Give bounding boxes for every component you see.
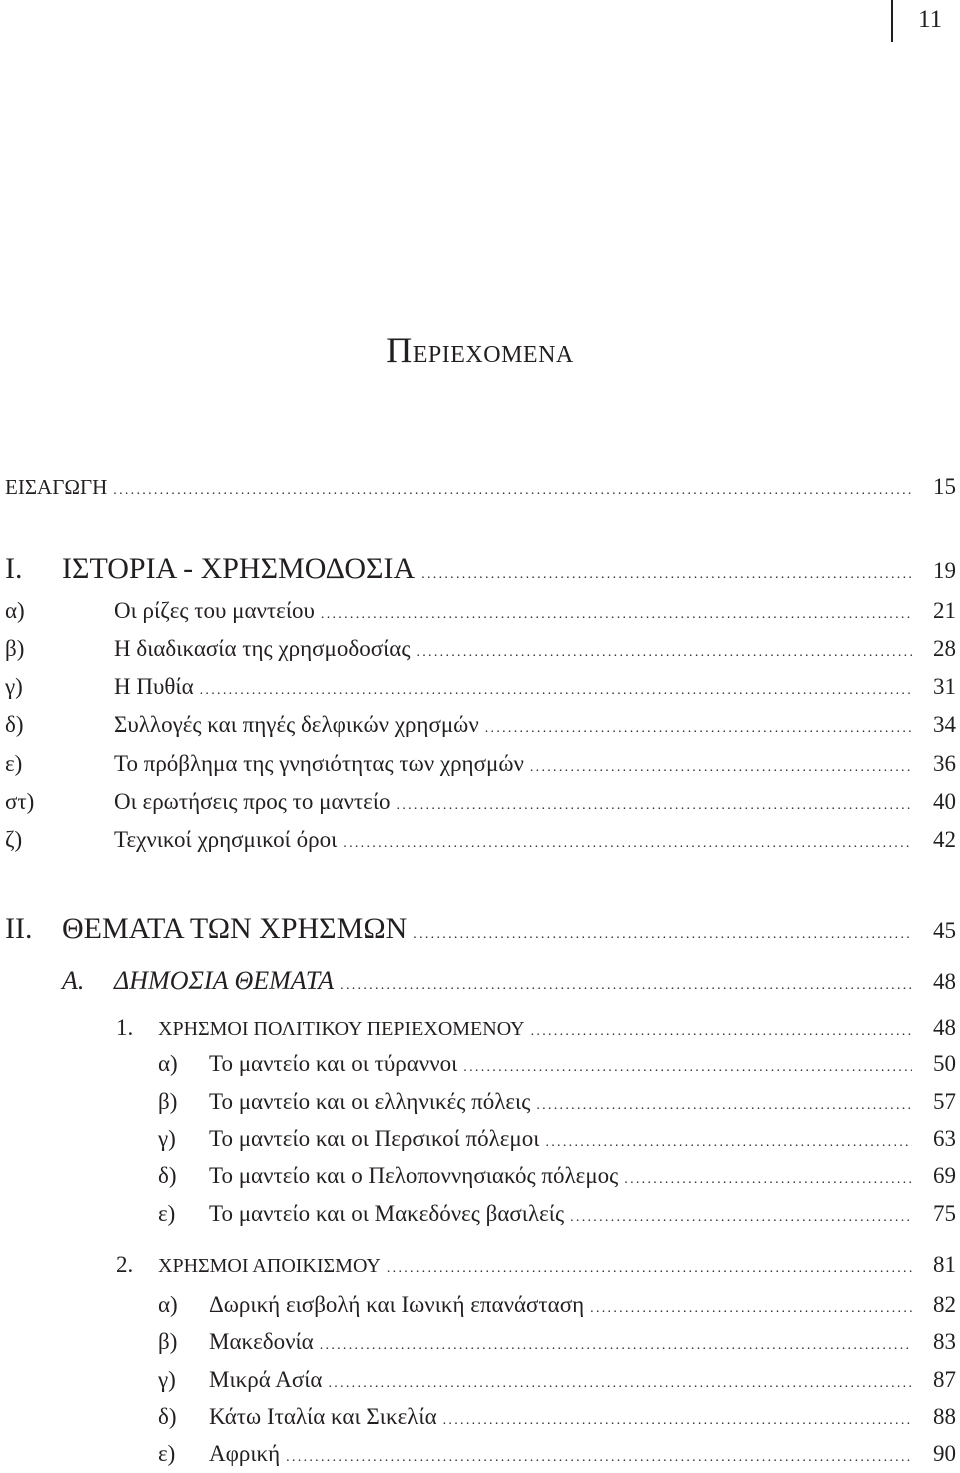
toc-page-number: 75	[933, 1201, 956, 1226]
toc-entry-text: Μικρά Ασία	[209, 1367, 323, 1392]
toc-entry-text: ΧΡΗΣΜΟΙ ΑΠΟΙΚΙΣΜΟΥ	[158, 1255, 381, 1277]
toc-entry-label: στ)	[5, 789, 35, 814]
dot-leader	[421, 560, 912, 590]
toc-entry-text: Οι ερωτήσεις προς το μαντείο	[114, 789, 391, 814]
toc-entry-text: Το μαντείο και οι Μακεδόνες βασιλείς	[209, 1201, 565, 1226]
toc-entry-label: α)	[158, 1292, 178, 1317]
toc-entry[interactable]	[0, 1124, 960, 1158]
toc-page-number: 45	[933, 918, 956, 943]
header-rule	[891, 0, 893, 42]
dot-leader	[624, 1165, 912, 1195]
toc-page-number: 81	[933, 1252, 956, 1277]
toc-entry-text: Το μαντείο και ο Πελοποννησιακός πόλεμος	[209, 1163, 619, 1188]
toc-entry-text: Δωρική εισβολή και Ιωνική επανάσταση	[209, 1292, 585, 1317]
toc-page-number: 50	[933, 1051, 956, 1076]
toc-entry-label: II.	[5, 912, 33, 945]
dot-leader	[531, 1017, 912, 1047]
toc-page-number: 40	[933, 789, 956, 814]
toc-part-heading[interactable]	[0, 914, 960, 950]
toc-page-number: 19	[933, 558, 956, 583]
toc-entry-label: ε)	[158, 1441, 176, 1466]
toc-entry[interactable]	[0, 596, 960, 630]
toc-entry[interactable]	[0, 672, 960, 706]
dot-leader	[343, 829, 912, 859]
toc-entry-text: Η διαδικασία της χρησμοδοσίας	[114, 636, 411, 661]
toc-entry-text: ΘΕΜΑΤΑ ΤΩΝ ΧΡΗΣΜΩΝ	[62, 912, 408, 945]
dot-leader	[545, 1128, 912, 1158]
toc-entry-text: ΕΙΣΑΓΩΓΗ	[5, 475, 108, 499]
toc-entry-introduction[interactable]	[0, 472, 960, 506]
toc-entry-label: δ)	[5, 712, 24, 737]
toc-entry[interactable]	[0, 1365, 960, 1399]
toc-entry-text: Το πρόβλημα της γνησιότητας των χρησμών	[114, 751, 524, 776]
toc-page-number: 87	[933, 1367, 956, 1392]
contents-title: ΠΕΡΙΕΧΟΜΕΝΑ	[386, 330, 574, 370]
toc-entry[interactable]	[0, 787, 960, 821]
toc-entry-text: Το μαντείο και οι τύραννοι	[209, 1051, 458, 1076]
toc-entry[interactable]	[0, 1199, 960, 1233]
toc-entry-text: Τεχνικοί χρησμικοί όροι	[114, 827, 338, 852]
toc-section-heading[interactable]	[0, 966, 960, 1001]
toc-entry-label: α)	[5, 598, 25, 623]
toc-page-number: 15	[933, 474, 956, 499]
toc-page-number: 31	[933, 674, 956, 699]
dot-leader	[397, 791, 912, 821]
toc-entry-label: γ)	[158, 1126, 176, 1151]
toc-entry-text: ΔΗΜΟΣΙΑ ΘΕΜΑΤΑ	[114, 966, 335, 995]
toc-entry-label: 1.	[116, 1015, 134, 1040]
toc-entry-label: Α.	[62, 966, 85, 995]
toc-subsection-heading[interactable]	[0, 1013, 960, 1047]
toc-page-number: 82	[933, 1292, 956, 1317]
toc-entry-label: β)	[158, 1089, 178, 1114]
toc-entry[interactable]	[0, 710, 960, 744]
page-number: 11	[918, 6, 943, 33]
toc-page-number: 48	[933, 969, 956, 994]
dot-leader	[485, 714, 912, 744]
toc-entry[interactable]	[0, 749, 960, 783]
toc-page-number: 28	[933, 636, 956, 661]
dot-leader	[570, 1203, 912, 1233]
toc-entry-label: I.	[5, 552, 23, 585]
toc-entry-text: Μακεδονία	[209, 1329, 314, 1354]
dot-leader	[590, 1294, 912, 1324]
toc-entry[interactable]	[0, 1290, 960, 1324]
toc-entry[interactable]	[0, 1087, 960, 1121]
toc-entry-label: γ)	[158, 1367, 176, 1392]
toc-entry-text: Κάτω Ιταλία και Σικελία	[209, 1404, 437, 1429]
toc-entry-text: Οι ρίζες του μαντείου	[114, 598, 315, 623]
toc-entry[interactable]	[0, 1402, 960, 1436]
dot-leader	[536, 1091, 912, 1121]
toc-entry[interactable]	[0, 825, 960, 859]
dot-leader	[340, 971, 912, 1001]
toc-entry[interactable]	[0, 1161, 960, 1195]
toc-entry-text: Συλλογές και πηγές δελφικών χρησμών	[114, 712, 479, 737]
toc-page-number: 42	[933, 827, 956, 852]
toc-page-number: 36	[933, 751, 956, 776]
dot-leader	[413, 920, 912, 950]
toc-page-number: 21	[933, 598, 956, 623]
toc-entry-label: 2.	[116, 1252, 134, 1277]
toc-page-number: 88	[933, 1404, 956, 1429]
dot-leader	[443, 1406, 912, 1436]
dot-leader	[328, 1369, 912, 1399]
toc-entry-label: ε)	[5, 751, 23, 776]
dot-leader	[530, 753, 912, 783]
toc-page-number: 69	[933, 1163, 956, 1188]
toc-entry[interactable]	[0, 1327, 960, 1361]
toc-entry-text: Το μαντείο και οι ελληνικές πόλεις	[209, 1089, 531, 1114]
toc-page-number: 83	[933, 1329, 956, 1354]
toc-page-number: 63	[933, 1126, 956, 1151]
toc-entry-label: ζ)	[5, 827, 23, 852]
dot-leader	[321, 600, 912, 630]
toc-entry-label: α)	[158, 1051, 178, 1076]
dot-leader	[387, 1254, 912, 1284]
toc-entry-label: ε)	[158, 1201, 176, 1226]
dot-leader	[320, 1331, 912, 1361]
toc-page-number: 34	[933, 712, 956, 737]
toc-entry[interactable]	[0, 634, 960, 668]
toc-part-heading[interactable]	[0, 554, 960, 590]
toc-entry-label: β)	[158, 1329, 178, 1354]
toc-entry-text: Το μαντείο και οι Περσικοί πόλεμοι	[209, 1126, 540, 1151]
dot-leader	[416, 638, 912, 668]
dot-leader	[200, 676, 912, 706]
toc-subsection-heading[interactable]	[0, 1250, 960, 1284]
toc-entry-text: ΙΣΤΟΡΙΑ - ΧΡΗΣΜΟΔΟΣΙΑ	[62, 552, 416, 585]
dot-leader	[113, 476, 912, 506]
toc-entry[interactable]	[0, 1049, 960, 1083]
toc-entry-text: Η Πυθία	[114, 674, 194, 699]
toc-entry-text: ΧΡΗΣΜΟΙ ΠΟΛΙΤΙΚΟΥ ΠΕΡΙΕΧΟΜΕΝΟΥ	[158, 1018, 525, 1040]
toc-entry-label: δ)	[158, 1163, 177, 1188]
dot-leader	[463, 1053, 912, 1083]
toc-entry-text: Αφρική	[209, 1441, 281, 1466]
toc-entry-label: γ)	[5, 674, 23, 699]
toc-page-number: 90	[933, 1441, 956, 1466]
toc-entry-label: β)	[5, 636, 25, 661]
toc-entry-label: δ)	[158, 1404, 177, 1429]
toc-entry[interactable]	[0, 1439, 960, 1473]
toc-page-number: 48	[933, 1015, 956, 1040]
toc-page-number: 57	[933, 1089, 956, 1114]
